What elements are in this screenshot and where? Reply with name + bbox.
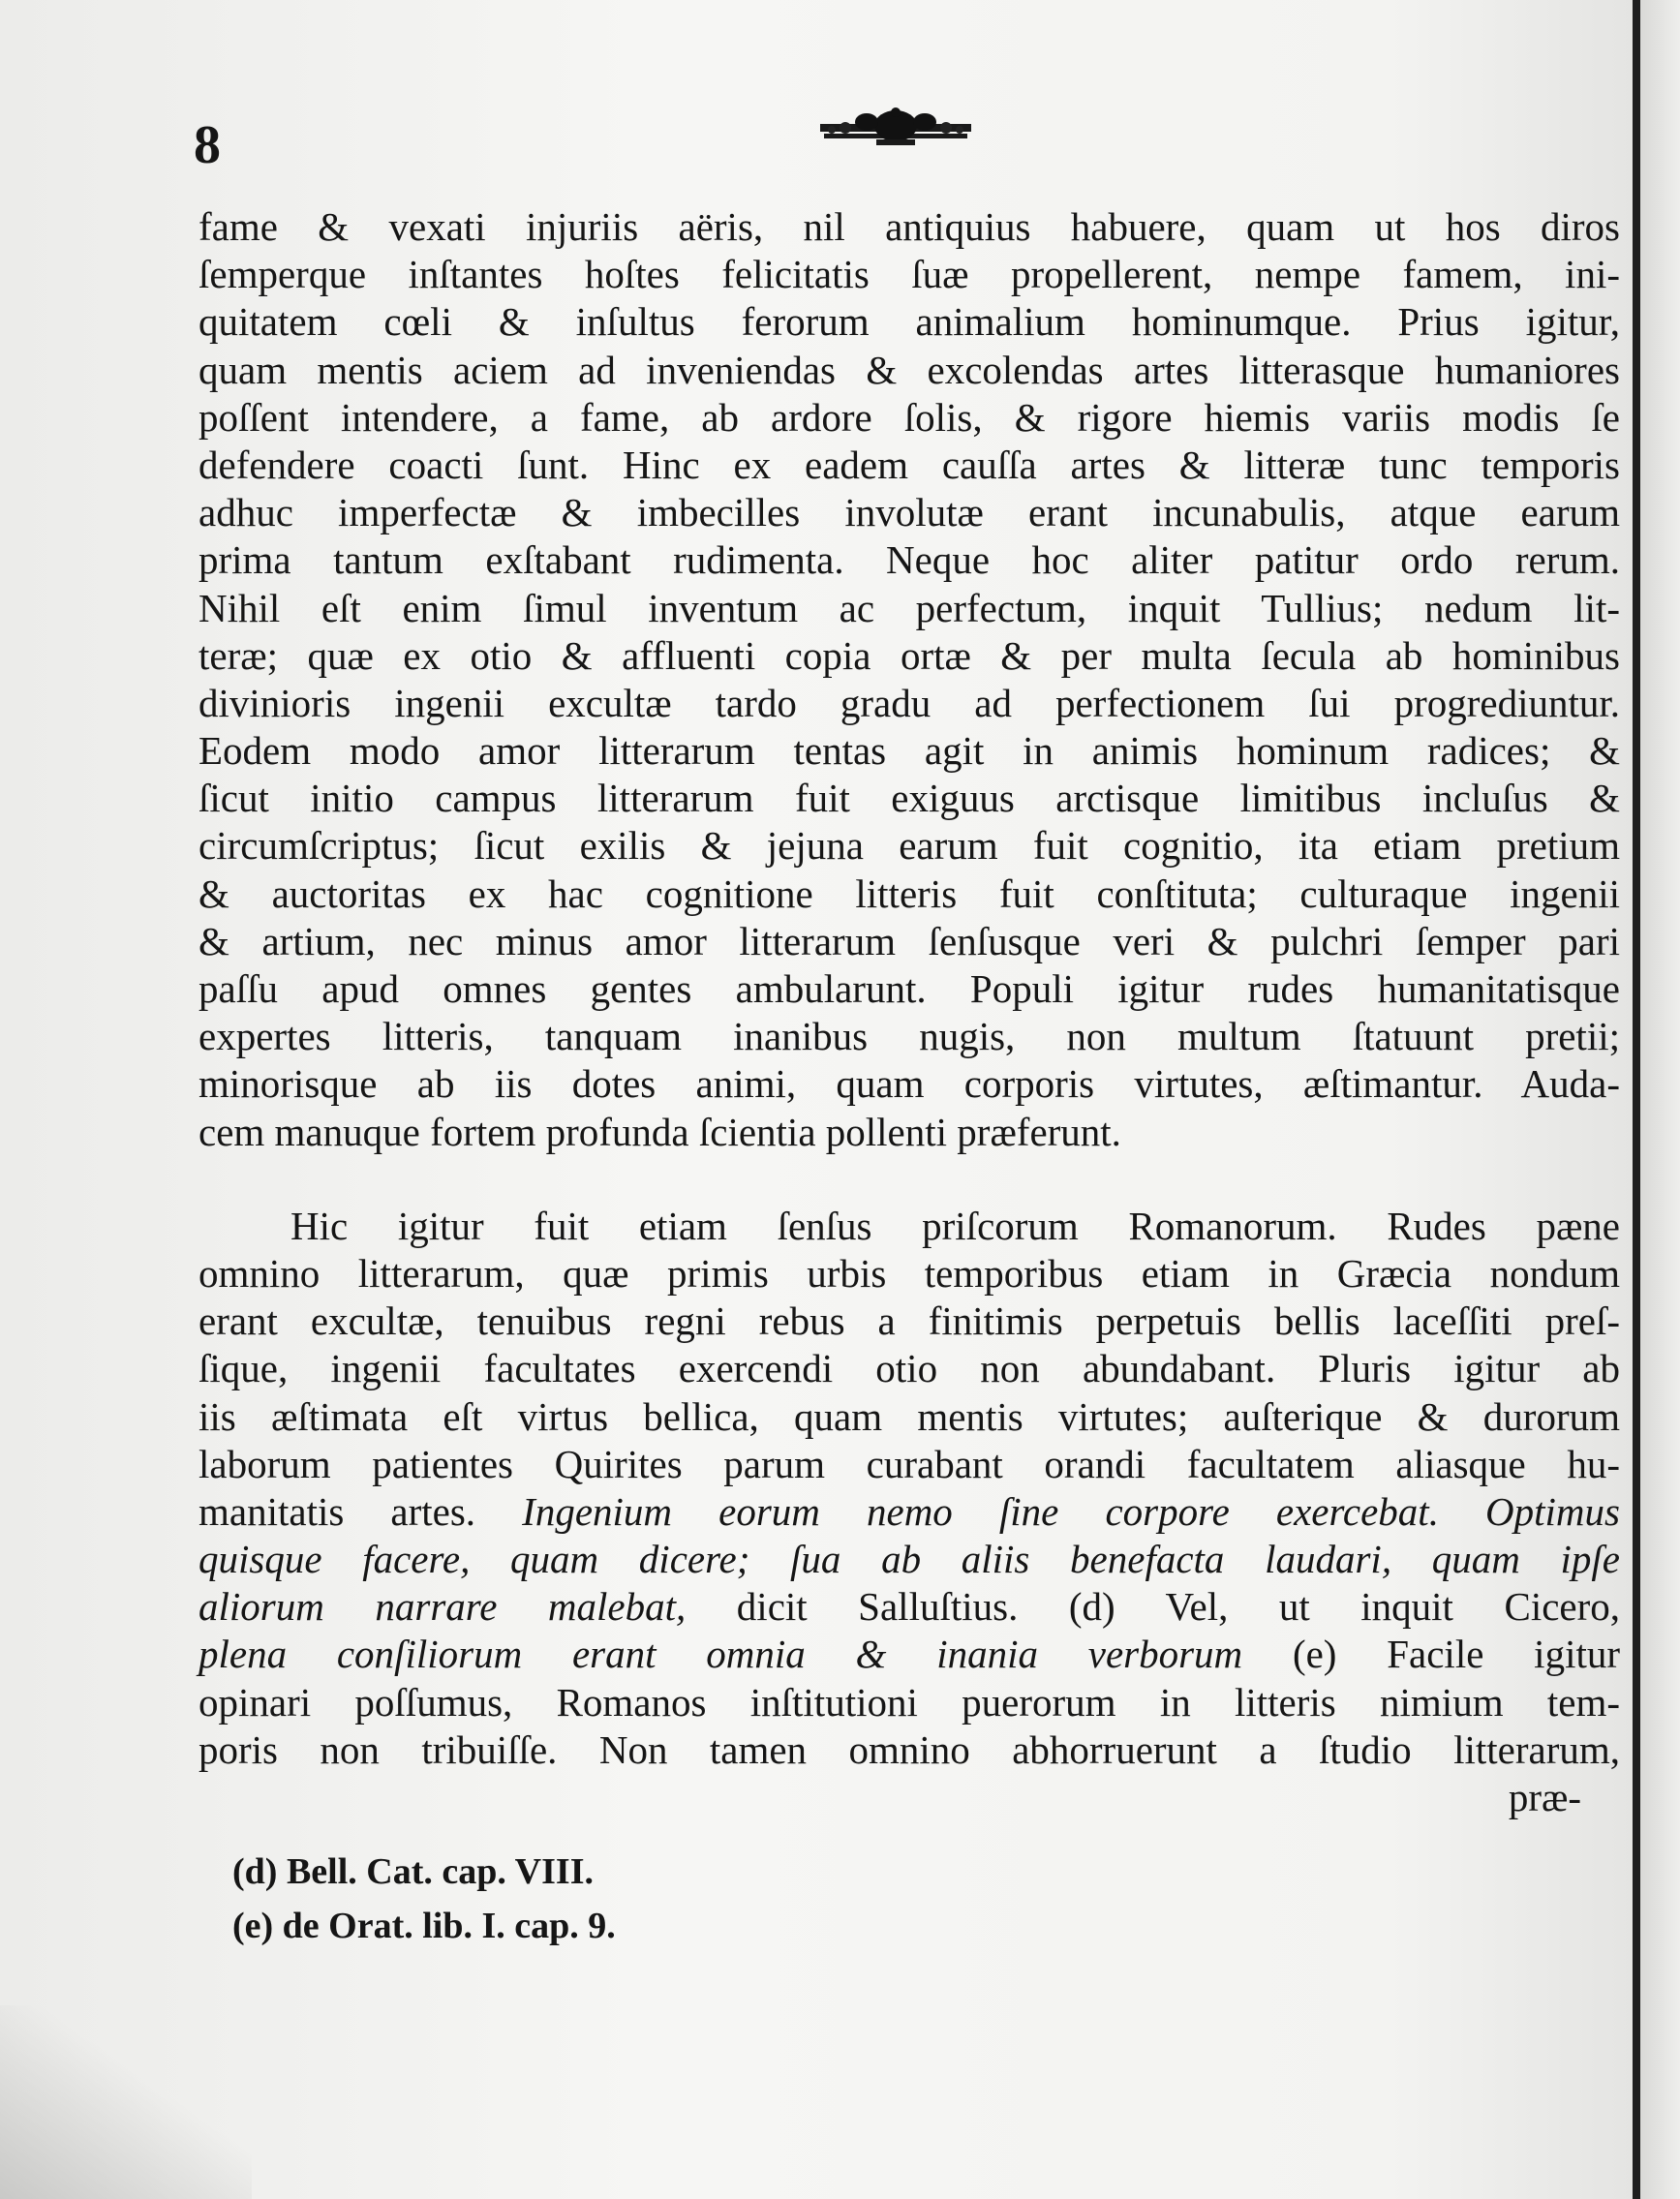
text-line: opinari poſſumus, Romanos inſtitutioni puerorum in litteris nimium tem-	[199, 1679, 1620, 1725]
adjacent-page-edge	[1640, 0, 1680, 2199]
text-line: circumſcriptus; ſicut exilis & jejuna earum fuit cognitio, ita etiam pretium	[199, 823, 1620, 869]
text-line: expertes litteris, tanquam inanibus nugis, non multum ſtatuunt pretii;	[199, 1014, 1620, 1059]
text-line: prima tantum exſtabant rudimenta. Neque hoc aliter patitur ordo rerum.	[199, 537, 1620, 583]
text-line: teræ; quæ ex otio & affluenti copia ortæ & per multa ſecula ab hominibus	[199, 632, 1620, 678]
page-number: 8	[194, 115, 221, 175]
footnotes	[232, 1845, 616, 1953]
text-line: quam mentis aciem ad inveniendas & excolendas artes litterasque humaniores	[199, 347, 1620, 392]
text-line: poris non tribuiſſe. Non tamen omnino abhorruerunt a ſtudio litterarum,	[199, 1726, 1620, 1772]
text-line	[199, 1488, 1620, 1536]
text-line: cem manuque fortem profunda ſcientia pollenti præferunt.	[199, 1109, 1121, 1154]
text-line: minorisque ab iis dotes animi, quam corporis virtutes, æſtimantur. Auda-	[199, 1061, 1620, 1107]
text-line: ſicut initio campus litterarum fuit exiguus arctisque limitibus incluſus &	[199, 776, 1620, 821]
text-line: ſemperque inſtantes hoſtes felicitatis ſuæ propellerent, nempe famem, ini-	[199, 252, 1620, 297]
footnote-d: (d) Bell. Cat. cap. VIII.	[232, 1851, 594, 1892]
quotation-italic: aliorum narrare malebat,	[199, 1584, 687, 1630]
page-corner-shadow	[0, 2005, 252, 2199]
ornament-headpiece-icon	[818, 105, 973, 151]
quotation-italic: plena conſiliorum erant omnia & inania verborum	[199, 1632, 1243, 1677]
book-gutter	[1633, 0, 1640, 2199]
text-line: Hic igitur fuit etiam ſenſus priſcorum Romanorum. Rudes pæne	[290, 1203, 1620, 1248]
text-line: paſſu apud omnes gentes ambularunt. Populi igitur rudes humanitatisque	[199, 966, 1620, 1011]
text-line: & artium, nec minus amor litterarum ſenſusque veri & pulchri ſemper pari	[199, 918, 1620, 963]
text-line: iis æſtimata eſt virtus bellica, quam mentis virtutes; auſterique & durorum	[199, 1393, 1620, 1439]
text-line	[199, 1583, 1620, 1631]
text-line: quitatem cœli & inſultus ferorum animalium hominumque. Prius igitur,	[199, 299, 1620, 345]
text-line: omnino litterarum, quæ primis urbis temporibus etiam in Græcia nondum	[199, 1250, 1620, 1296]
text-line: & auctoritas ex hac cognitione litteris fuit conſtituta; culturaque ingenii	[199, 870, 1620, 916]
text-line: ſique, ingenii facultates exercendi otio non abundabant. Pluris igitur ab	[199, 1346, 1620, 1391]
text-line: Nihil eſt enim ſimul inventum ac perfectum, inquit Tullius; nedum lit-	[199, 585, 1620, 630]
text-line: divinioris ingenii excultæ tardo gradu ad perfectionem ſui progrediuntur.	[199, 680, 1620, 725]
text-line: fame & vexati injuriis aëris, nil antiquius habuere, quam ut hos diros	[199, 204, 1620, 249]
text-line: adhuc imperfectæ & imbecilles involutæ erant incunabulis, atque earum	[199, 490, 1620, 535]
quotation-italic-line: quisque facere, quam dicere; ſua ab aliis benefacta laudari, quam ipſe	[199, 1537, 1620, 1582]
text-line	[199, 1631, 1620, 1678]
footnote-e: (e) de Orat. lib. I. cap. 9.	[232, 1906, 616, 1946]
text-line: erant excultæ, tenuibus regni rebus a finitimis perpetuis bellis laceſſiti preſ-	[199, 1298, 1620, 1344]
quotation-italic: Ingenium eorum nemo ſine corpore exercebat. Optimus	[522, 1488, 1620, 1534]
text-line: poſſent intendere, a fame, ab ardore ſolis, & rigore hiemis variis modis ſe	[199, 394, 1620, 440]
text-line: defendere coacti ſunt. Hinc ex eadem cauſſa artes & litteræ tunc temporis	[199, 442, 1620, 487]
catchword: præ-	[1508, 1775, 1581, 1819]
text-segment: (e) Facile igitur	[1292, 1632, 1621, 1677]
text-segment: manitatis artes.	[199, 1488, 476, 1534]
text-line: laborum patientes Quirites parum curabant orandi facultatem aliasque hu-	[199, 1441, 1620, 1486]
main-text	[199, 203, 1620, 1821]
text-line: Eodem modo amor litterarum tentas agit in animis hominum radices; &	[199, 728, 1620, 774]
text-segment: dicit Salluſtius. (d) Vel, ut inquit Cicero,	[736, 1584, 1621, 1630]
